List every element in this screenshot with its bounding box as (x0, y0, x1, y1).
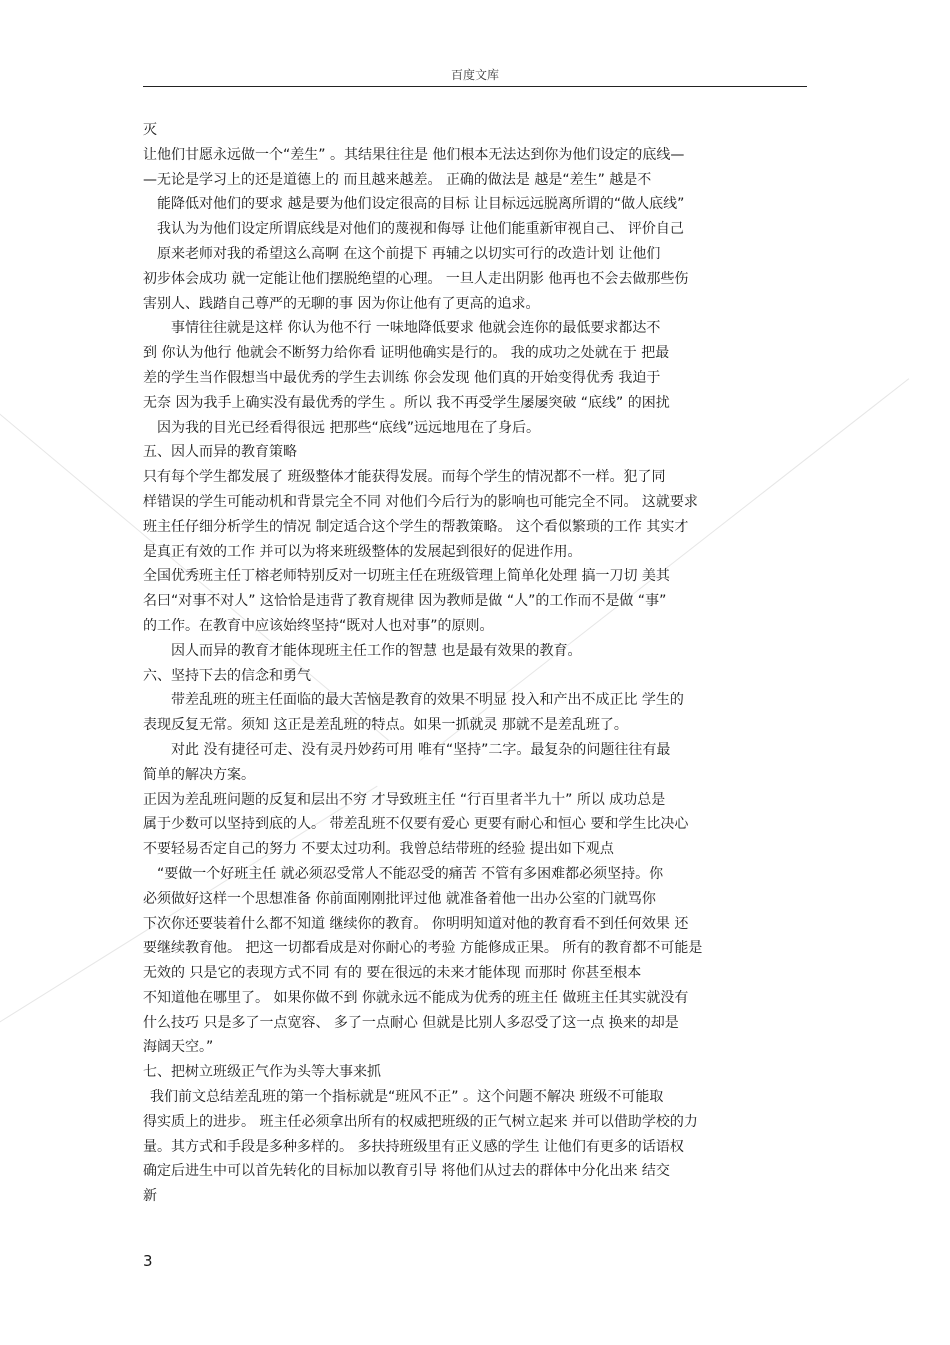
text-line: 海阔天空。” (143, 1039, 214, 1056)
text-line: 的工作。在教育中应该始终坚持“既对人也对事”的原则。 (143, 617, 494, 634)
text-line: 到 你认为他行 他就会不断努力给你看 证明他确实是行的。 我的成功之处就在于 把最 (143, 345, 670, 362)
text-line: 新 (143, 1188, 157, 1205)
text-line: 是真正有效的工作 并可以为将来班级整体的发展起到很好的促进作用。 (143, 543, 582, 560)
header-rule (143, 86, 807, 87)
text-line: “要做一个好班主任 就必须忍受常人不能忍受的痛苦 不管有多困难都必须坚持。你 (157, 865, 664, 882)
section-heading: 五、因人而异的教育策略 (143, 444, 297, 461)
text-line: 班主任仔细分析学生的情况 制定适合这个学生的帮教策略。 这个看似繁琐的工作 其实才 (143, 518, 689, 535)
text-line: 害别人、践踏自己尊严的无聊的事 因为你让他有了更高的追求。 (143, 295, 540, 312)
text-line: 带差乱班的班主任面临的最大苦恼是教育的效果不明显 投入和产出不成正比 学生的 (171, 692, 684, 709)
text-line: 不知道他在哪里了。 如果你做不到 你就永远不能成为优秀的班主任 做班主任其实就没有 (143, 989, 689, 1006)
text-line: 差的学生当作假想当中最优秀的学生去训练 你会发现 他们真的开始变得优秀 我迫于 (143, 369, 661, 386)
text-line: 下次你还要装着什么都不知道 继续你的教育。 你明明知道对他的教育看不到任何效果 还 (143, 915, 689, 932)
text-line: 名曰“对事不对人” 这恰恰是违背了教育规律 因为教师是做 “人”的工作而不是做 “事” (143, 593, 667, 610)
text-line: 什么技巧 只是多了一点宽容、 多了一点耐心 但就是比别人多忍受了这一点 换来的却是 (143, 1014, 679, 1031)
text-line: 我认为为他们设定所谓底线是对他们的蔑视和侮辱 让他们能重新审视自己、 评价自己 (157, 221, 684, 238)
text-line: 因人而异的教育才能体现班主任工作的智慧 也是最有效果的教育。 (171, 642, 582, 659)
text-line: 表现反复无常。须知 这正是差乱班的特点。如果一抓就灵 那就不是差乱班了。 (143, 717, 628, 734)
text-line: 灭 (143, 122, 157, 138)
text-line: 量。其方式和手段是多种多样的。 多扶持班级里有正义感的学生 让他们有更多的话语权 (143, 1138, 684, 1155)
text-line: 对此 没有捷径可走、没有灵丹妙药可用 唯有“坚持”二字。最复杂的问题往往有最 (171, 741, 671, 758)
text-line: 因为我的目光已经看得很远 把那些“底线”远远地甩在了身后。 (157, 419, 540, 436)
text-line: 简单的解决方案。 (143, 766, 255, 783)
section-heading: 六、坚持下去的信念和勇气 (143, 667, 311, 684)
text-line: 得实质上的进步。 班主任必须拿出所有的权威把班级的正气树立起来 并可以借助学校的力 (143, 1113, 698, 1130)
text-line: 必须做好这样一个思想准备 你前面刚刚批评过他 就准备着他一出办公室的门就骂你 (143, 890, 656, 907)
text-line: 让他们甘愿永远做一个“差生” 。其结果往往是 他们根本无法达到你为他们设定的底线— (143, 146, 685, 163)
page-header: 百度文库 (450, 68, 499, 82)
text-line: 能降低对他们的要求 越是要为他们设定很高的目标 让目标远远脱离所谓的“做人底线” (157, 196, 685, 213)
text-line: 只有每个学生都发展了 班级整体才能获得发展。而每个学生的情况都不一样。犯了同 (143, 469, 666, 486)
page-number: 3 (143, 1252, 153, 1270)
text-line: 事情往往就是这样 你认为他不行 一味地降低要求 他就会连你的最低要求都达不 (171, 320, 661, 337)
text-line: 原来老师对我的希望这么高啊 在这个前提下 再辅之以切实可行的改造计划 让他们 (157, 245, 661, 262)
text-line: 全国优秀班主任丁榕老师特别反对一切班主任在班级管理上简单化处理 搞一刀切 美其 (143, 568, 670, 585)
text-line: 正因为差乱班问题的反复和层出不穷 才导致班主任 “行百里者半九十” 所以 成功总是 (143, 791, 666, 808)
text-line: 要继续教育他。 把这一切都看成是对你耐心的考验 方能修成正果。 所有的教育都不可能是 (143, 940, 703, 957)
text-line: —无论是学习上的还是道德上的 而且越来越差。 正确的做法是 越是“差生” 越是不 (143, 171, 652, 188)
text-line: 确定后进生中可以首先转化的目标加以教育引导 将他们从过去的群体中分化出来 结交 (143, 1163, 670, 1180)
text-line: 初步体会成功 就一定能让他们摆脱绝望的心理。 一旦人走出阴影 他再也不会去做那些伤 (143, 270, 689, 287)
text-line: 样错误的学生可能动机和背景完全不同 对他们今后行为的影响也可能完全不同。 这就要求 (143, 493, 698, 510)
text-line: 属于少数可以坚持到底的人。 带差乱班不仅要有爱心 更要有耐心和恒心 要和学生比决心 (143, 816, 689, 833)
text-line: 我们前文总结差乱班的第一个指标就是“班风不正” 。这个问题不解决 班级不可能取 (150, 1089, 664, 1106)
text-line: 不要轻易否定自己的努力 不要太过功利。我曾总结带班的经验 提出如下观点 (143, 841, 614, 858)
text-line: 无效的 只是它的表现方式不同 有的 要在很远的未来才能体现 而那时 你甚至根本 (143, 965, 642, 982)
document-body (143, 118, 807, 1209)
text-line: 无奈 因为我手上确实没有最优秀的学生 。所以 我不再受学生屡屡突破 “底线” 的困扰 (143, 394, 670, 411)
section-heading: 七、把树立班级正气作为头等大事来抓 (143, 1064, 381, 1081)
